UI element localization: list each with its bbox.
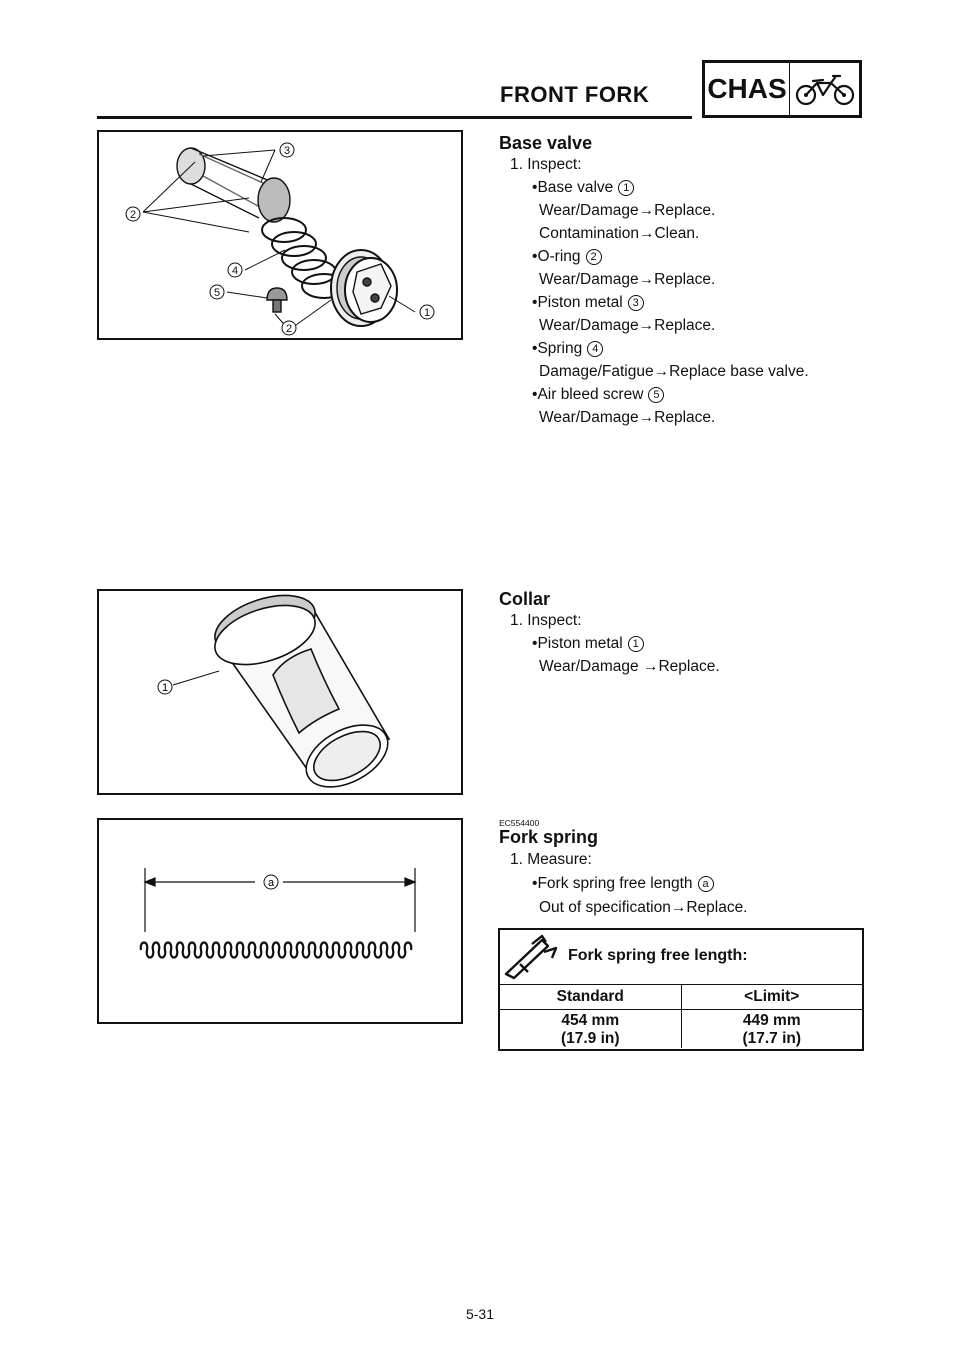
list-item: •O-ring 2 <box>532 245 602 268</box>
figure-callout-a: a <box>267 877 275 889</box>
chapter-badge <box>702 60 862 118</box>
collar-figure <box>97 589 463 795</box>
spec-table-values <box>500 1010 862 1048</box>
section-code: EC554400 <box>499 818 540 828</box>
base-valve-title: Base valve <box>499 133 593 153</box>
caliper-icon <box>502 934 560 980</box>
collar-step: 1. Inspect: <box>510 612 582 629</box>
item-detail: Damage/Fatigue→Replace base valve. <box>539 363 809 380</box>
figure-callout-4: 4 <box>231 265 239 277</box>
figure-callout-3: 3 <box>283 145 291 157</box>
list-item: •Air bleed screw 5 <box>532 383 664 406</box>
figure-callout-1: 1 <box>423 307 431 319</box>
spec-limit-value: 449 mm (17.7 in) <box>681 1010 863 1048</box>
header-rule <box>97 116 692 119</box>
item-detail: Out of specification→Replace. <box>539 899 748 916</box>
spec-col-limit: <Limit> <box>681 985 863 1009</box>
page-section-title: FRONT FORK <box>500 82 650 107</box>
base-valve-figure <box>97 130 463 340</box>
page-number: 5-31 <box>465 1306 495 1322</box>
fork-spring-figure <box>97 818 463 1024</box>
figure-callout-2: 2 <box>129 209 137 221</box>
motorcycle-icon <box>790 63 859 115</box>
item-detail: Wear/Damage→Replace. <box>539 409 716 426</box>
spec-table <box>498 928 864 1051</box>
fork-spring-title: Fork spring <box>499 827 599 847</box>
figure-callout-5: 5 <box>213 287 221 299</box>
item-detail: Wear/Damage→Replace. <box>539 317 716 334</box>
figure-callout-2b: 2 <box>285 323 293 335</box>
spec-table-header <box>500 930 862 985</box>
chapter-badge-label: CHAS <box>705 63 790 115</box>
list-item: •Spring 4 <box>532 337 603 360</box>
item-detail-extra: Contamination→Clean. <box>539 225 700 242</box>
base-valve-step: 1. Inspect: <box>510 156 582 173</box>
list-item: •Piston metal 1 <box>532 632 644 655</box>
item-detail: Wear/Damage →Replace. <box>539 658 720 675</box>
list-item: •Base valve 1 <box>532 176 634 199</box>
spec-standard-value: 454 mm (17.9 in) <box>560 1012 620 1047</box>
list-item: •Piston metal 3 <box>532 291 644 314</box>
item-detail: Wear/Damage→Replace. <box>539 271 716 288</box>
list-item: •Fork spring free length a <box>532 872 714 895</box>
fork-spring-step: 1. Measure: <box>510 851 592 868</box>
item-detail: Wear/Damage→Replace. <box>539 202 716 219</box>
figure-callout-1: 1 <box>161 682 169 694</box>
collar-title: Collar <box>499 589 551 609</box>
spec-heading: Fork spring free length: <box>568 947 748 964</box>
spec-table-columns <box>500 985 862 1010</box>
spec-col-standard: Standard <box>556 988 624 1005</box>
